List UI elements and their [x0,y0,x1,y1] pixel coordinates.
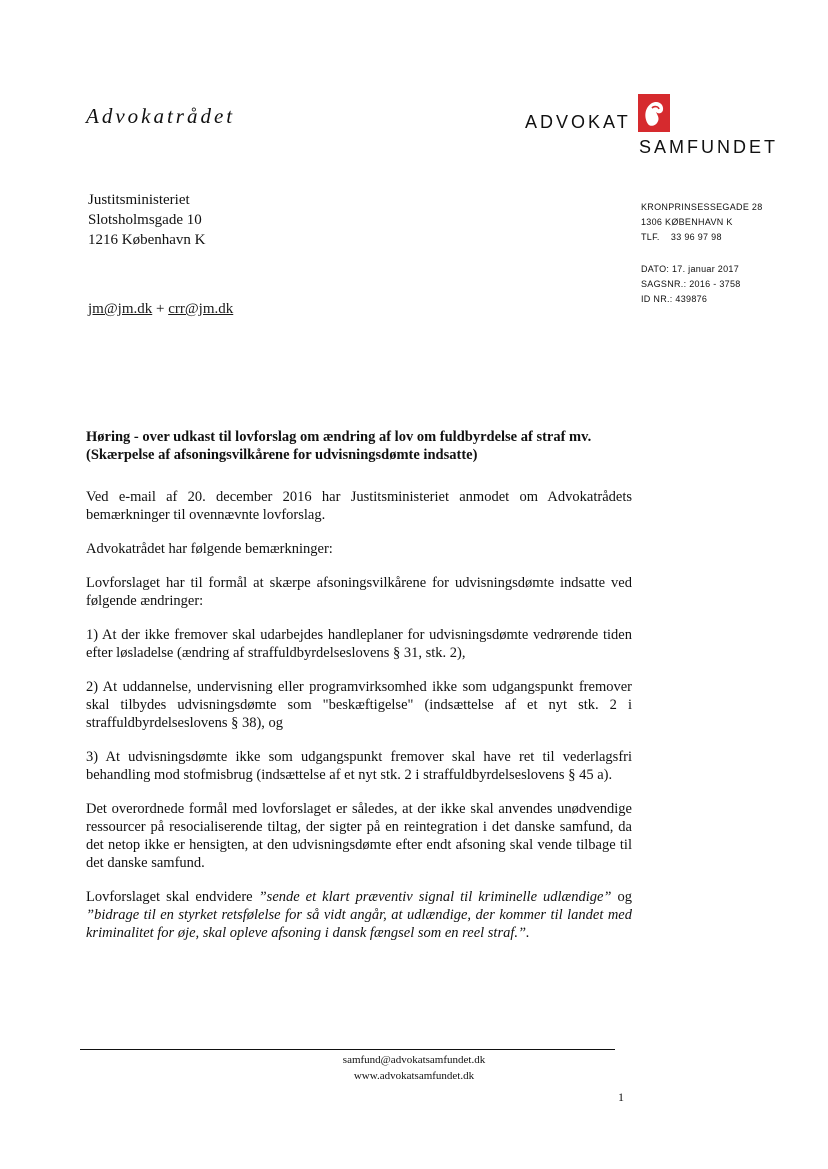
paragraph-item-3: 3) At udvisningsdømte ikke som udgangspunkt fremover skal have ret til vederlagsfri behandling mod stofmisbrug (indsættelse af et nyt stk. 2 i straffuldbyrdelseslovens § 45 a). [86,749,632,783]
meta-id-number: ID NR.: 439876 [641,294,708,304]
footer-divider [80,1049,615,1050]
logo-text-samfundet: SAMFUNDET [639,137,778,157]
signal-lead: Lovforslaget skal endvidere [86,889,259,905]
page-number: 1 [618,1090,624,1104]
recipient-city: 1216 København K [88,232,206,248]
signal-mid: og [611,889,632,905]
recipient-address [88,190,205,250]
paragraph-item-2: 2) At uddannelse, undervisning eller programvirksomhed ikke som udgangspunkt fremover skal tilbydes udvisningsdømte som "beskæftigelse" (indsættelse af et nyt stk. 2 i straffuldbyrdelseslovens § 38), og [86,679,632,731]
signal-quote-2: ”bidrage til en styrket retsfølelse for så vidt angår, at udlændige, der kommer til landet med kriminalitet for øje, skal opleve afsoning i dansk fængsel som en reel straf.”. [86,907,632,941]
paragraph-purpose: Lovforslaget har til formål at skærpe afsoningsvilkårene for udvisningsdømte indsatte ved følgende ændringer: [86,575,632,609]
footer-email[interactable]: samfund@advokatsamfundet.dk [342,1054,486,1066]
org-script-title: Advokatrådet [86,104,236,128]
paragraph-intro: Ved e-mail af 20. december 2016 har Justitsministeriet anmodet om Advokatrådets bemærkninger til ovennævnte lovforslag. [86,489,632,523]
logo-text-advokat: ADVOKAT [525,112,631,132]
footer-website[interactable]: www.advokatsamfundet.dk [353,1070,475,1082]
sender-street: KRONPRINSESSEGADE 28 [641,202,763,212]
meta-date: DATO: 17. januar 2017 [641,264,740,274]
paragraph-signal [86,888,632,942]
recipient-name: Justitsministeriet [88,192,190,208]
signal-quote-1: ”sende et klart præventiv signal til kriminelle udlændige” [258,889,612,905]
meta-case-number: SAGSNR.: 2016 - 3758 [641,279,741,289]
sender-address [641,200,763,245]
letter-meta [641,262,741,307]
recipient-street: Slotsholmsgade 10 [88,212,202,228]
recipient-emails [88,301,233,318]
letter-body [86,428,632,958]
paragraph-overall-purpose: Det overordnede formål med lovforslaget er således, at der ikke skal anvendes unødvendige ressourcer på resocialiserende tiltag, der sigter på en reintegration i det danske samfund, da det netop ikke er hensigten, at den udvisningsdømte efter endt afsoning skal vende tilbage til det danske samfund. [86,801,632,871]
paragraph-item-1: 1) At der ikke fremover skal udarbejdes handleplaner for udvisningsdømte vedrørende tiden efter løsladelse (ændring af straffuldbyrdelseslovens § 31, stk. 2), [86,627,632,661]
paragraph-remarks: Advokatrådet har følgende bemærkninger: [86,541,333,557]
sender-city: 1306 KØBENHAVN K [641,217,733,227]
email-separator: + [155,301,165,317]
logo-emblem-icon [638,94,670,132]
email-link-crr[interactable]: crr@jm.dk [168,301,234,317]
email-link-jm[interactable]: jm@jm.dk [88,301,153,317]
letter-heading: Høring - over udkast til lovforslag om ændring af lov om fuldbyrdelse af straf mv. (Skærpelse af afsoningsvilkårene for udvisningsdømte indsatte) [86,429,592,463]
sender-phone: TLF. 33 96 97 98 [641,232,722,242]
